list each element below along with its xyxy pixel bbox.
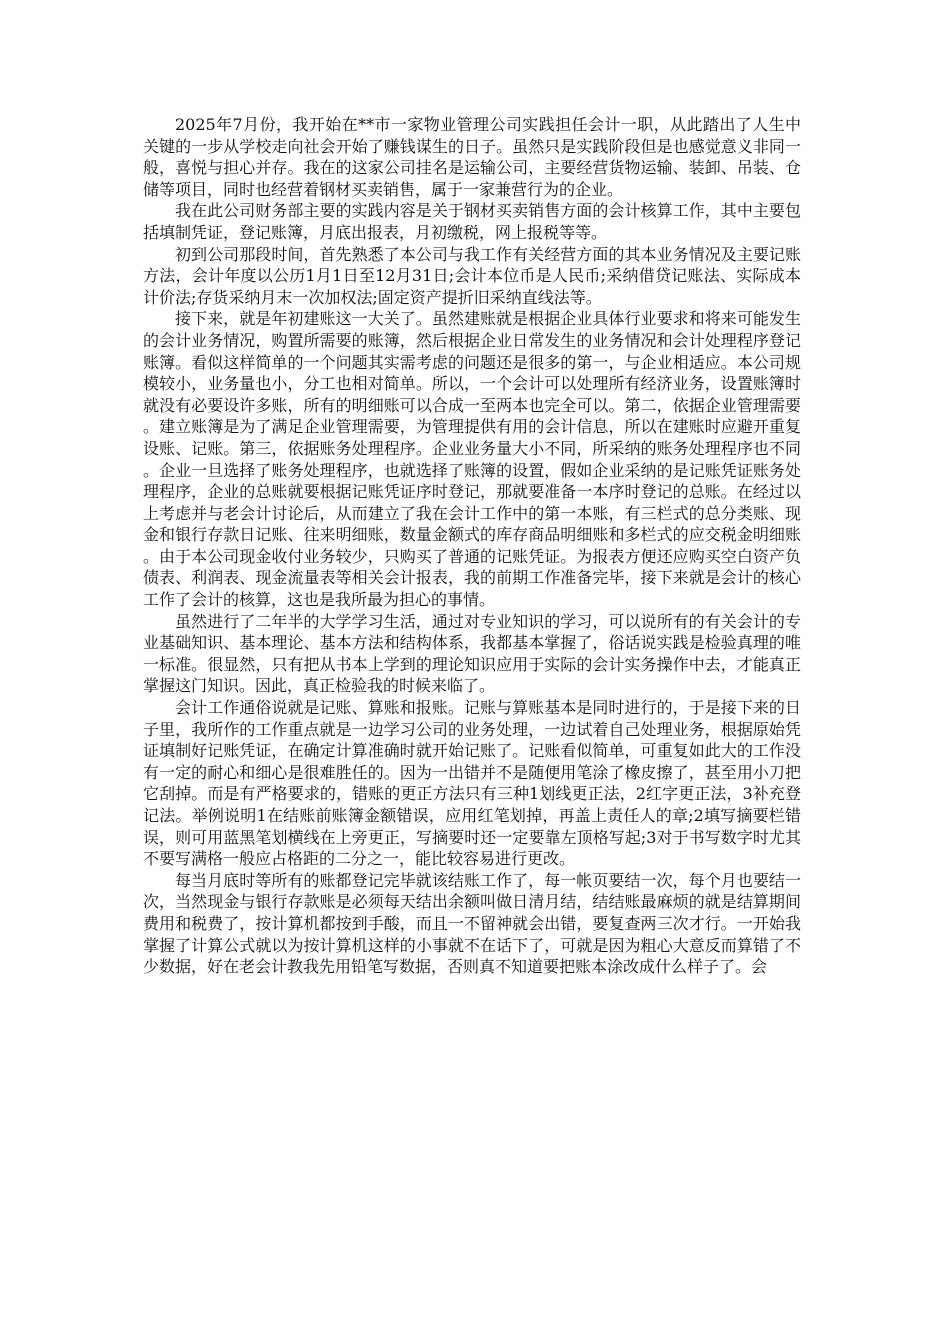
document-body	[143, 114, 801, 978]
paragraph-bookkeeping: 会计工作通俗说就是记账、算账和报账。记账与算账基本是同时进行的，于是接下来的日子里，我所作的工作重点就是一边学习公司的业务处理，一边试着自己处理业务，根据原始凭证填制好记账凭证，在确定计算准确时就开始记账了。记账看似简单，可重复如此大的工作没有一定的耐心和细心是很难胜任的。因为一出错并不是随便用笔涂了橡皮擦了，甚至用小刀把它刮掉。而是有严格要求的，错账的更正方法只有三种1划线更正法，2红字更正法，3补充登记法。举例说明1在结账前账簿金额错误，应用红笔划掉，再盖上责任人的章;2填写摘要栏错误，则可用蓝黑笔划横线在上旁更正，写摘要时还一定要靠左顶格写起;3对于书写数字时尤其不要写满格一般应占格距的二分之一，能比较容易进行更改。	[143, 698, 801, 869]
paragraph-theory-practice: 虽然进行了二年半的大学学习生活，通过对专业知识的学习，可以说所有的有关会计的专业基础知识、基本理论、基本方法和结构体系，我都基本掌握了，俗话说实践是检验真理的唯一标准。很显然，只有把从书本上学到的理论知识应用于实际的会计实务操作中去，才能真正掌握这门知识。因此，真正检验我的时候来临了。	[143, 611, 801, 696]
paragraph-internship-start: 2025年7月份，我开始在**市一家物业管理公司实践担任会计一职，从此踏出了人生中关键的一步从学校走向社会开始了赚钱谋生的日子。虽然只是实践阶段但是也感觉意义非同一般，喜悦与担心并存。我在的这家公司挂名是运输公司，主要经营货物运输、装卸、吊装、仓储等项目，同时也经营着钢材买卖销售，属于一家兼营行为的企业。	[143, 115, 801, 199]
paragraph-work-content: 我在此公司财务部主要的实践内容是关于钢材买卖销售方面的会计核算工作，其中主要包括填制凭证，登记账簿，月底出报表，月初缴税，网上报税等等。	[143, 201, 801, 242]
paragraph-month-end-closing: 每当月底时等所有的账都登记完毕就该结账工作了，每一帐页要结一次，每个月也要结一次，当然现金与银行存款账是必须每天结出余额叫做日清月结，结结账最麻烦的就是结算期间费用和税费了，按计算机都按到手酸，而且一不留神就会出错，要复查两三次才行。一开始我掌握了计算公式就以为按计算机这样的小事就不在话下了，可就是因为粗心大意反而算错了不少数据，好在老会计教我先用铅笔写数据，否则真不知道要把账本涂改成什么样子了。会	[143, 870, 801, 977]
paragraph-setting-up-books: 接下来，就是年初建账这一大关了。虽然建账就是根据企业具体行业要求和将来可能发生的会计业务情况，购置所需要的账簿，然后根据企业日常发生的业务情况和会计处理程序登记账簿。看似这样简单的一个问题其实需考虑的问题还是很多的第一，与企业相适应。本公司规模较小，业务量也小，分工也相对简单。所以，一个会计可以处理所有经济业务，设置账簿时就没有必要设许多账，所有的明细账可以合成一至两本也完全可以。第二，依据企业管理需要。建立账簿是为了满足企业管理需要，为管理提供有用的会计信息，所以在建账时应避开重复设账、记账。第三，依据账务处理程序。企业业务量大小不同，所采纳的账务处理程序也不同。企业一旦选择了账务处理程序，也就选择了账簿的设置，假如企业采纳的是记账凭证账务处理程序，企业的总账就要根据记账凭证序时登记，那就要准备一本序时登记的总账。在经过以上考虑并与老会计讨论后，从而建立了我在会计工作中的第一本账，有三栏式的总分类账、现金和银行存款日记账、往来明细账，数量金额式的库存商品明细账和多栏式的应交税金明细账。由于本公司现金收付业务较少，只购买了普通的记账凭证。为报表方便还应购买空白资产负债表、利润表、现金流量表等相关会计报表，我的前期工作准备完毕，接下来就是会计的核心工作了会计的核算，这也是我所最为担心的事情。	[143, 309, 801, 610]
paragraph-accounting-methods: 初到公司那段时间，首先熟悉了本公司与我工作有关经营方面的其本业务情况及主要记账方法，会计年度以公历1月1日至12月31日;会计本位币是人民币;采纳借贷记账法、实际成本计价法;存货采纳月末一次加权法;固定资产提折旧采纳直线法等。	[143, 244, 801, 307]
